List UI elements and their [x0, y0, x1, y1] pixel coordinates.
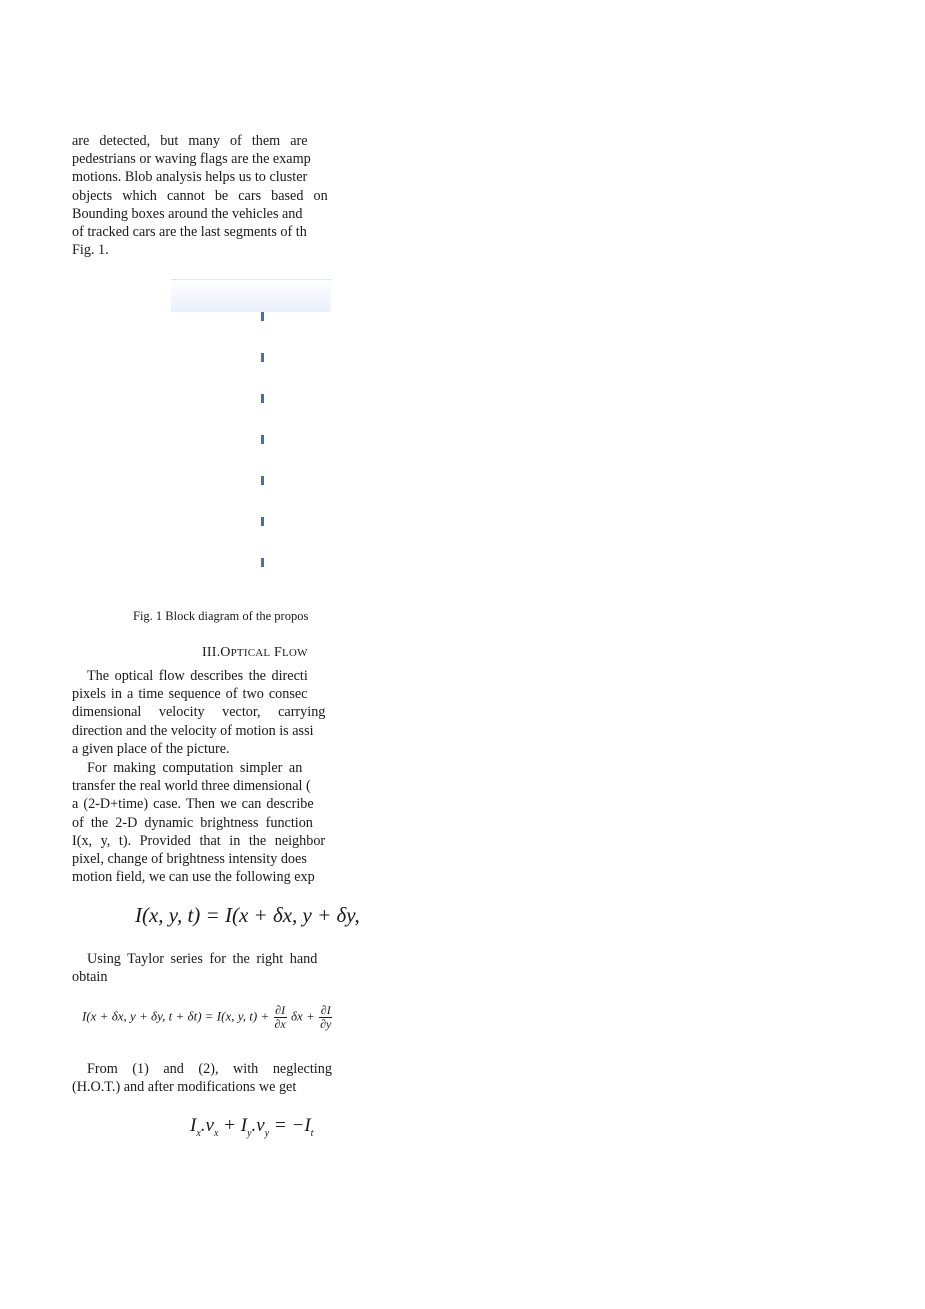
diagram-connector: [261, 394, 264, 403]
text-line: of the 2-D dynamic brightness function: [72, 814, 313, 831]
paragraph-hot-neglect: [72, 1060, 672, 1096]
text-line: The optical flow describes the directi: [87, 668, 308, 684]
fraction-numerator: ∂I: [320, 1003, 331, 1017]
section-title-rest-2: LOW: [282, 647, 308, 659]
text-line: From (1) and (2), with neglecting: [87, 1061, 332, 1077]
fraction-numerator: ∂I: [275, 1003, 286, 1017]
equation-3: [190, 1115, 313, 1139]
eq3-subscript: t: [310, 1127, 314, 1139]
section-title-rest: PTICAL: [230, 647, 271, 659]
fraction-partial-x: [274, 1004, 287, 1031]
equation-2-mid: δx +: [291, 1008, 315, 1024]
eq3-subscript: y: [264, 1127, 270, 1139]
eq3-subscript: x: [213, 1127, 219, 1139]
diagram-connector: [261, 353, 264, 362]
diagram-connector: [261, 312, 264, 321]
text-line: Using Taylor series for the right hand: [87, 951, 318, 967]
text-line: a (2-D+time) case. Then we can describe: [72, 796, 314, 813]
text-line: pixels in a time sequence of two consec: [72, 686, 308, 703]
equation-2-lhs: I(x + δx, y + δy, t + δt) = I(x, y, t) +: [82, 1008, 270, 1024]
page-column: [0, 0, 360, 1309]
text-line: pedestrians or waving flags are the examp: [72, 151, 311, 168]
section-heading: [202, 645, 308, 661]
eq3-subscript: x: [196, 1127, 201, 1139]
text-line: dimensional velocity vector, carrying: [72, 704, 326, 721]
equation-2: [82, 1004, 333, 1031]
text-line: of tracked cars are the last segments of th: [72, 224, 307, 241]
eq3-term: + I: [218, 1115, 248, 1136]
eq3-term: .v: [251, 1115, 265, 1136]
fraction-partial-y: [319, 1004, 332, 1031]
paragraph-taylor-series: [72, 950, 672, 986]
paragraph-brightness-function: [72, 759, 672, 886]
eq3-term: I: [190, 1115, 197, 1136]
text-line: Fig. 1.: [72, 242, 109, 259]
eq3-term: = −I: [269, 1115, 311, 1136]
text-line: (H.O.T.) and after modifications we get: [72, 1079, 297, 1096]
diagram-connector: [261, 476, 264, 485]
text-line: objects which cannot be cars based on: [72, 187, 328, 204]
section-title-initial: O: [220, 645, 231, 660]
figure-caption: Fig. 1 Block diagram of the propos: [133, 609, 309, 623]
eq3-term: .v: [200, 1115, 214, 1136]
diagram-connector: [261, 435, 264, 444]
text-line: I(x, y, t). Provided that in the neighbor: [72, 832, 326, 849]
text-line: are detected, but many of them are: [72, 133, 308, 149]
text-line: Bounding boxes around the vehicles and: [72, 205, 303, 222]
diagram-connector: [261, 558, 264, 567]
text-line: pixel, change of brightness intensity does: [72, 851, 307, 868]
text-line: motions. Blob analysis helps us to cluster: [72, 169, 308, 186]
section-title-initial-2: F: [274, 645, 283, 660]
text-line: obtain: [72, 969, 108, 986]
section-number: III.: [202, 645, 221, 660]
text-line: For making computation simpler an: [87, 760, 303, 776]
diagram-connector: [261, 517, 264, 526]
text-line: motion field, we can use the following exp: [72, 869, 315, 886]
fraction-denominator: ∂x: [274, 1017, 286, 1031]
eq3-subscript: y: [247, 1127, 252, 1139]
fraction-denominator: ∂y: [320, 1017, 332, 1031]
text-line: a given place of the picture.: [72, 740, 230, 757]
paragraph-optical-flow-intro: [72, 667, 672, 758]
block-diagram-box: [171, 279, 331, 312]
text-line: direction and the velocity of motion is assi: [72, 722, 314, 739]
text-line: transfer the real world three dimensional (: [72, 778, 311, 795]
equation-1: I(x, y, t) = I(x + δx, y + δy,: [135, 903, 360, 927]
paragraph-blob-analysis: [72, 132, 672, 259]
